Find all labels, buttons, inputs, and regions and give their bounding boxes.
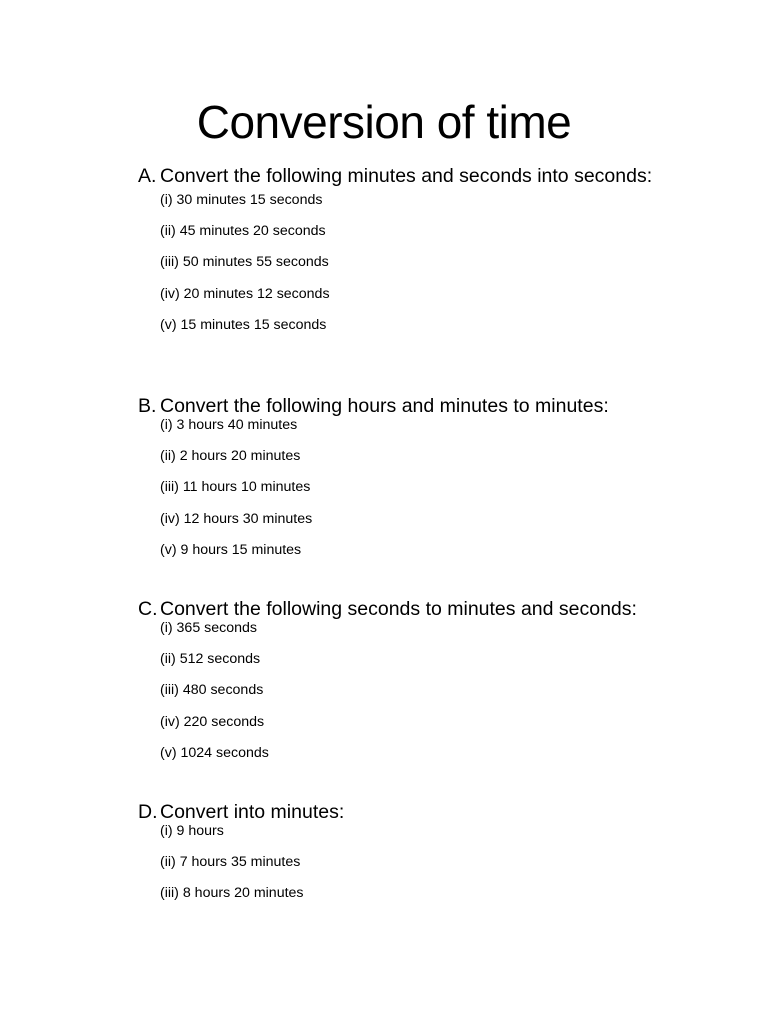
- question-list: [138, 619, 658, 775]
- question-item: (iv) 220 seconds: [160, 713, 265, 730]
- section-a: [138, 163, 658, 347]
- question-list: [138, 822, 658, 916]
- question-item: (iii) 8 hours 20 minutes: [160, 885, 304, 902]
- section-instruction: Convert the following hours and minutes to minutes:: [160, 395, 609, 417]
- question-list: [138, 416, 658, 572]
- question-item: (ii) 7 hours 35 minutes: [160, 854, 301, 871]
- question-item: (ii) 45 minutes 20 seconds: [160, 223, 326, 240]
- question-item: (v) 9 hours 15 minutes: [160, 541, 302, 558]
- section-instruction: Convert into minutes:: [160, 801, 345, 823]
- question-item: (v) 15 minutes 15 seconds: [160, 316, 327, 333]
- section-letter: D.: [138, 801, 158, 823]
- page-title: Conversion of time: [196, 96, 572, 148]
- question-item: (i) 365 seconds: [160, 620, 257, 636]
- section-heading: [138, 163, 658, 190]
- section-c: [138, 596, 658, 775]
- section-b: [138, 393, 658, 572]
- question-item: (i) 30 minutes 15 seconds: [160, 192, 323, 208]
- question-item: (iv) 12 hours 30 minutes: [160, 510, 313, 527]
- question-item: (iii) 480 seconds: [160, 682, 264, 699]
- section-letter: B.: [138, 395, 157, 417]
- section-letter: A.: [138, 165, 157, 187]
- question-item: (iv) 20 minutes 12 seconds: [160, 285, 330, 302]
- section-instruction: Convert the following seconds to minutes and seconds:: [160, 598, 637, 620]
- question-item: (i) 9 hours: [160, 823, 224, 839]
- question-item: (iii) 50 minutes 55 seconds: [160, 254, 329, 271]
- section-instruction: Convert the following minutes and seconds into seconds:: [160, 165, 653, 187]
- question-item: (ii) 2 hours 20 minutes: [160, 448, 301, 465]
- question-item: (iii) 11 hours 10 minutes: [160, 479, 311, 496]
- question-item: (v) 1024 seconds: [160, 744, 269, 761]
- section-d: [138, 799, 658, 916]
- question-list: [138, 191, 658, 347]
- section-letter: C.: [138, 598, 158, 620]
- question-item: (i) 3 hours 40 minutes: [160, 417, 298, 433]
- question-item: (ii) 512 seconds: [160, 651, 261, 668]
